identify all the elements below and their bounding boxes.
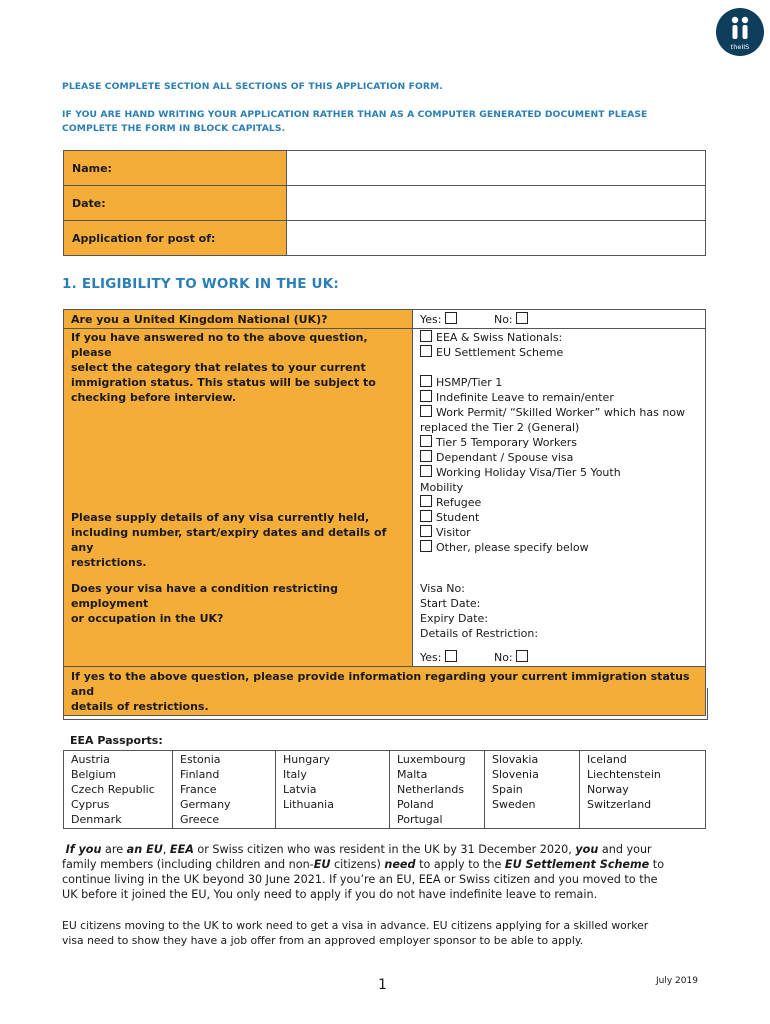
logo-text: theIIS	[730, 43, 750, 51]
eu-settlement-checkbox[interactable]	[420, 345, 432, 357]
eea-title: EEA Passports:	[70, 734, 163, 747]
country: Slovenia	[492, 768, 539, 781]
emph: EEA	[169, 843, 194, 856]
condition-yes-checkbox[interactable]	[445, 650, 457, 662]
option-label: Other, please specify below	[436, 541, 589, 554]
instruction-line-1: PLEASE COMPLETE SECTION ALL SECTIONS OF THIS APPLICATION FORM.	[62, 81, 443, 92]
footer-date: July 2019	[656, 976, 698, 986]
option-continuation: replaced the Tier 2 (General)	[420, 421, 580, 434]
country: Netherlands	[397, 783, 465, 796]
option-eu-settlement[interactable]	[420, 345, 698, 360]
country: Malta	[397, 768, 428, 781]
eea-col-1	[64, 751, 173, 829]
country: Lithuania	[283, 798, 334, 811]
emph: If you	[65, 843, 102, 856]
option-label: Refugee	[436, 496, 482, 509]
emph: need	[384, 858, 416, 871]
uk-national-answer	[413, 310, 706, 329]
option-hsmp[interactable]	[420, 375, 698, 390]
start-date-field[interactable]: Start Date:	[420, 597, 481, 610]
eea-col-4	[390, 751, 485, 829]
immigration-status-field[interactable]	[63, 688, 708, 720]
country: Norway	[587, 783, 629, 796]
country: Poland	[397, 798, 434, 811]
country: Cyprus	[71, 798, 110, 811]
eea-passports-table	[63, 750, 706, 829]
instruction-line-2: IF YOU ARE HAND WRITING YOUR APPLICATION RATHER THAN AS A COMPUTER GENERATED DOCUMENT PLEASE	[62, 109, 648, 120]
dependant-checkbox[interactable]	[420, 450, 432, 462]
option-label: Working Holiday Visa/Tier 5 Youth	[436, 466, 621, 479]
applicant-details-table	[63, 150, 706, 256]
q-visa-line: Please supply details of any visa currently held,	[71, 511, 370, 524]
q-visa-line: including number, start/expiry dates and details of any	[71, 526, 387, 554]
option-label: Dependant / Spouse visa	[436, 451, 574, 464]
para2-line2: visa need to show they have a job offer from an approved employer sponsor to be able to apply.	[62, 934, 584, 947]
text: are	[101, 843, 127, 856]
country: Belgium	[71, 768, 117, 781]
para2-line1: EU citizens moving to the UK to work need to get a visa in advance. EU citizens applying for a skilled worker	[62, 919, 649, 932]
hsmp-checkbox[interactable]	[420, 375, 432, 387]
question-condition	[64, 571, 413, 667]
uk-no-checkbox[interactable]	[516, 312, 528, 324]
country: Luxembourg	[397, 753, 466, 766]
q-select-line: If you have answered no to the above question, please	[71, 331, 368, 359]
text: and your	[598, 843, 652, 856]
option-label: Student	[436, 511, 480, 524]
expiry-date-field[interactable]: Expiry Date:	[420, 612, 489, 625]
para1-line1	[62, 842, 702, 857]
option-label: EU Settlement Scheme	[436, 346, 564, 359]
option-dependant[interactable]	[420, 450, 698, 465]
question-block	[64, 329, 413, 572]
q-select-line: checking before interview.	[71, 391, 237, 404]
country: Slovakia	[492, 753, 539, 766]
country: Estonia	[180, 753, 221, 766]
text: citizens)	[330, 858, 385, 871]
name-field[interactable]	[287, 151, 706, 186]
post-field[interactable]	[287, 221, 706, 256]
para1-line4: UK before it joined the EU, You only need to apply if you do not have indefinite leave to remain.	[62, 888, 598, 901]
eea-col-5	[485, 751, 580, 829]
q-condition-line: or occupation in the UK?	[71, 612, 224, 625]
country: France	[180, 783, 217, 796]
eea-col-6	[580, 751, 706, 829]
question-uk-national: Are you a United Kingdom National (UK)?	[64, 310, 413, 329]
country: Italy	[283, 768, 307, 781]
option-refugee[interactable]	[420, 495, 698, 510]
ilr-checkbox[interactable]	[420, 390, 432, 402]
country: Finland	[180, 768, 220, 781]
option-continuation: Mobility	[420, 481, 464, 494]
para1-line2	[62, 857, 702, 872]
if-yes-line: If yes to the above question, please provide information regarding your current immigration status and	[71, 670, 690, 698]
settlement-paragraph	[62, 842, 702, 902]
restriction-details-field[interactable]: Details of Restriction:	[420, 627, 539, 640]
work-permit-checkbox[interactable]	[420, 405, 432, 417]
emph: an EU	[126, 843, 163, 856]
yes-label: Yes:	[420, 651, 442, 664]
country: Germany	[180, 798, 231, 811]
post-label: Application for post of:	[64, 221, 287, 256]
country: Denmark	[71, 813, 122, 826]
country: Liechtenstein	[587, 768, 661, 781]
country: Hungary	[283, 753, 330, 766]
option-ilr[interactable]	[420, 390, 698, 405]
option-other[interactable]	[420, 540, 698, 555]
para1-line3: continue living in the UK beyond 30 June 2021. If you’re an EU, EEA or Swiss citizen and you moved to the	[62, 873, 658, 886]
option-label: HSMP/Tier 1	[436, 376, 503, 389]
no-label: No:	[493, 651, 513, 664]
text: or Swiss citizen who was resident in the UK by 31 December 2020,	[193, 843, 576, 856]
option-visitor[interactable]	[420, 525, 698, 540]
page-number: 1	[378, 977, 387, 993]
country: Czech Republic	[71, 783, 155, 796]
text: family members (including children and non-	[62, 858, 314, 871]
q-select-line: select the category that relates to your current	[71, 361, 366, 374]
q-condition-line: Does your visa have a condition restricting employment	[71, 582, 338, 610]
status-options	[413, 329, 706, 572]
option-label: EEA & Swiss Nationals:	[436, 331, 563, 344]
emph: EU	[313, 858, 331, 871]
condition-answer	[420, 650, 698, 665]
visitor-checkbox[interactable]	[420, 525, 432, 537]
q-select-line: immigration status. This status will be subject to	[71, 376, 376, 389]
visa-paragraph	[62, 918, 702, 948]
option-tier5[interactable]	[420, 435, 698, 450]
option-label: Visitor	[436, 526, 471, 539]
emph: EU Settlement Scheme	[504, 858, 650, 871]
eea-col-2	[173, 751, 276, 829]
condition-no-checkbox[interactable]	[516, 650, 528, 662]
section-title: 1. ELIGIBILITY TO WORK IN THE UK:	[62, 276, 339, 292]
eea-checkbox[interactable]	[420, 330, 432, 342]
country: Portugal	[397, 813, 443, 826]
text: to	[649, 858, 665, 871]
visa-details	[413, 571, 706, 667]
country: Greece	[180, 813, 220, 826]
emph: you	[575, 843, 599, 856]
tier5-checkbox[interactable]	[420, 435, 432, 447]
yes-label: Yes:	[420, 313, 442, 326]
text: ,	[162, 843, 170, 856]
visa-no-field[interactable]: Visa No:	[420, 582, 465, 595]
option-label: Tier 5 Temporary Workers	[436, 436, 578, 449]
option-work-permit[interactable]	[420, 405, 698, 420]
instruction-line-3: COMPLETE THE FORM IN BLOCK CAPITALS.	[62, 123, 286, 134]
date-field[interactable]	[287, 186, 706, 221]
country: Austria	[71, 753, 110, 766]
working-holiday-checkbox[interactable]	[420, 465, 432, 477]
logo	[716, 8, 764, 56]
option-eea[interactable]	[420, 330, 698, 345]
text: to apply to the	[415, 858, 505, 871]
eligibility-table	[63, 309, 706, 716]
q-visa-line: restrictions.	[71, 556, 147, 569]
country: Iceland	[587, 753, 627, 766]
option-working-holiday[interactable]	[420, 465, 698, 480]
other-checkbox[interactable]	[420, 540, 432, 552]
no-label: No:	[493, 313, 513, 326]
country: Sweden	[492, 798, 536, 811]
student-checkbox[interactable]	[420, 510, 432, 522]
country: Latvia	[283, 783, 317, 796]
option-label: Indefinite Leave to remain/enter	[436, 391, 614, 404]
option-label: Work Permit/ “Skilled Worker” which has now	[436, 406, 686, 419]
eea-col-3	[276, 751, 390, 829]
uk-yes-checkbox[interactable]	[445, 312, 457, 324]
country: Spain	[492, 783, 523, 796]
refugee-checkbox[interactable]	[420, 495, 432, 507]
date-label: Date:	[64, 186, 287, 221]
country: Switzerland	[587, 798, 652, 811]
name-label: Name:	[64, 151, 287, 186]
if-yes-line: details of restrictions.	[71, 700, 209, 713]
option-student[interactable]	[420, 510, 698, 525]
